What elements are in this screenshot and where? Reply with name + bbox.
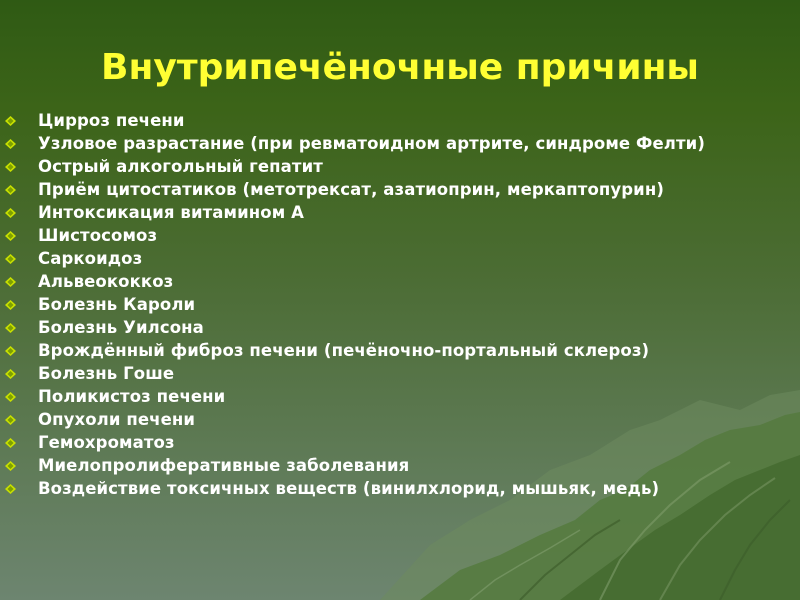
- diamond-bullet-icon: [5, 162, 16, 172]
- list-item: [0, 135, 790, 152]
- list-item-text: Гемохроматоз: [38, 433, 175, 452]
- diamond-bullet-icon: [5, 369, 16, 379]
- diamond-bullet-icon: [5, 461, 16, 471]
- list-item-text: Воздействие токсичных веществ (винилхлорид, мышьяк, медь): [38, 479, 660, 498]
- list-item: [0, 250, 790, 267]
- diamond-bullet-icon: [5, 346, 16, 356]
- diamond-bullet-icon: [5, 185, 16, 195]
- diamond-bullet-icon: [5, 300, 16, 310]
- list-item-text: Приём цитостатиков (метотрексат, азатиоприн, меркаптопурин): [38, 180, 664, 199]
- list-item: [0, 273, 790, 290]
- list-item-text: Острый алкогольный гепатит: [38, 157, 323, 176]
- list-item-text: Цирроз печени: [38, 111, 185, 130]
- list-item: [0, 181, 790, 198]
- list-item-text: Миелопролиферативные заболевания: [38, 456, 410, 475]
- list-item: [0, 457, 790, 474]
- list-item-text: Опухоли печени: [38, 410, 196, 429]
- list-item: [0, 411, 790, 428]
- list-item-text: Поликистоз печени: [38, 387, 226, 406]
- diamond-bullet-icon: [5, 139, 16, 149]
- diamond-bullet-icon: [5, 116, 16, 126]
- diamond-bullet-icon: [5, 415, 16, 425]
- diamond-bullet-icon: [5, 323, 16, 333]
- list-item: [0, 296, 790, 313]
- list-item-text: Врождённый фиброз печени (печёночно-портальный склероз): [38, 341, 650, 360]
- diamond-bullet-icon: [5, 208, 16, 218]
- list-item-text: Шистосомоз: [38, 226, 158, 245]
- list-item: [0, 204, 790, 221]
- list-item-text: Альвеококкоз: [38, 272, 174, 291]
- list-item: [0, 388, 790, 405]
- list-item: [0, 480, 790, 497]
- list-item: [0, 158, 790, 175]
- list-item: [0, 112, 790, 129]
- diamond-bullet-icon: [5, 392, 16, 402]
- list-item: [0, 365, 790, 382]
- slide-title: Внутрипечёночные причины: [101, 47, 699, 88]
- list-item-text: Болезнь Гоше: [38, 364, 175, 383]
- list-item-text: Болезнь Кароли: [38, 295, 196, 314]
- diamond-bullet-icon: [5, 484, 16, 494]
- list-item-text: Болезнь Уилсона: [38, 318, 204, 337]
- diamond-bullet-icon: [5, 231, 16, 241]
- list-item: [0, 227, 790, 244]
- diamond-bullet-icon: [5, 254, 16, 264]
- list-item-text: Интоксикация витамином А: [38, 203, 304, 222]
- list-item: [0, 434, 790, 451]
- bullet-list: [0, 112, 790, 503]
- list-item: [0, 319, 790, 336]
- diamond-bullet-icon: [5, 277, 16, 287]
- list-item: [0, 342, 790, 359]
- list-item-text: Узловое разрастание (при ревматоидном артрите, синдроме Фелти): [38, 134, 705, 153]
- list-item-text: Саркоидоз: [38, 249, 143, 268]
- diamond-bullet-icon: [5, 438, 16, 448]
